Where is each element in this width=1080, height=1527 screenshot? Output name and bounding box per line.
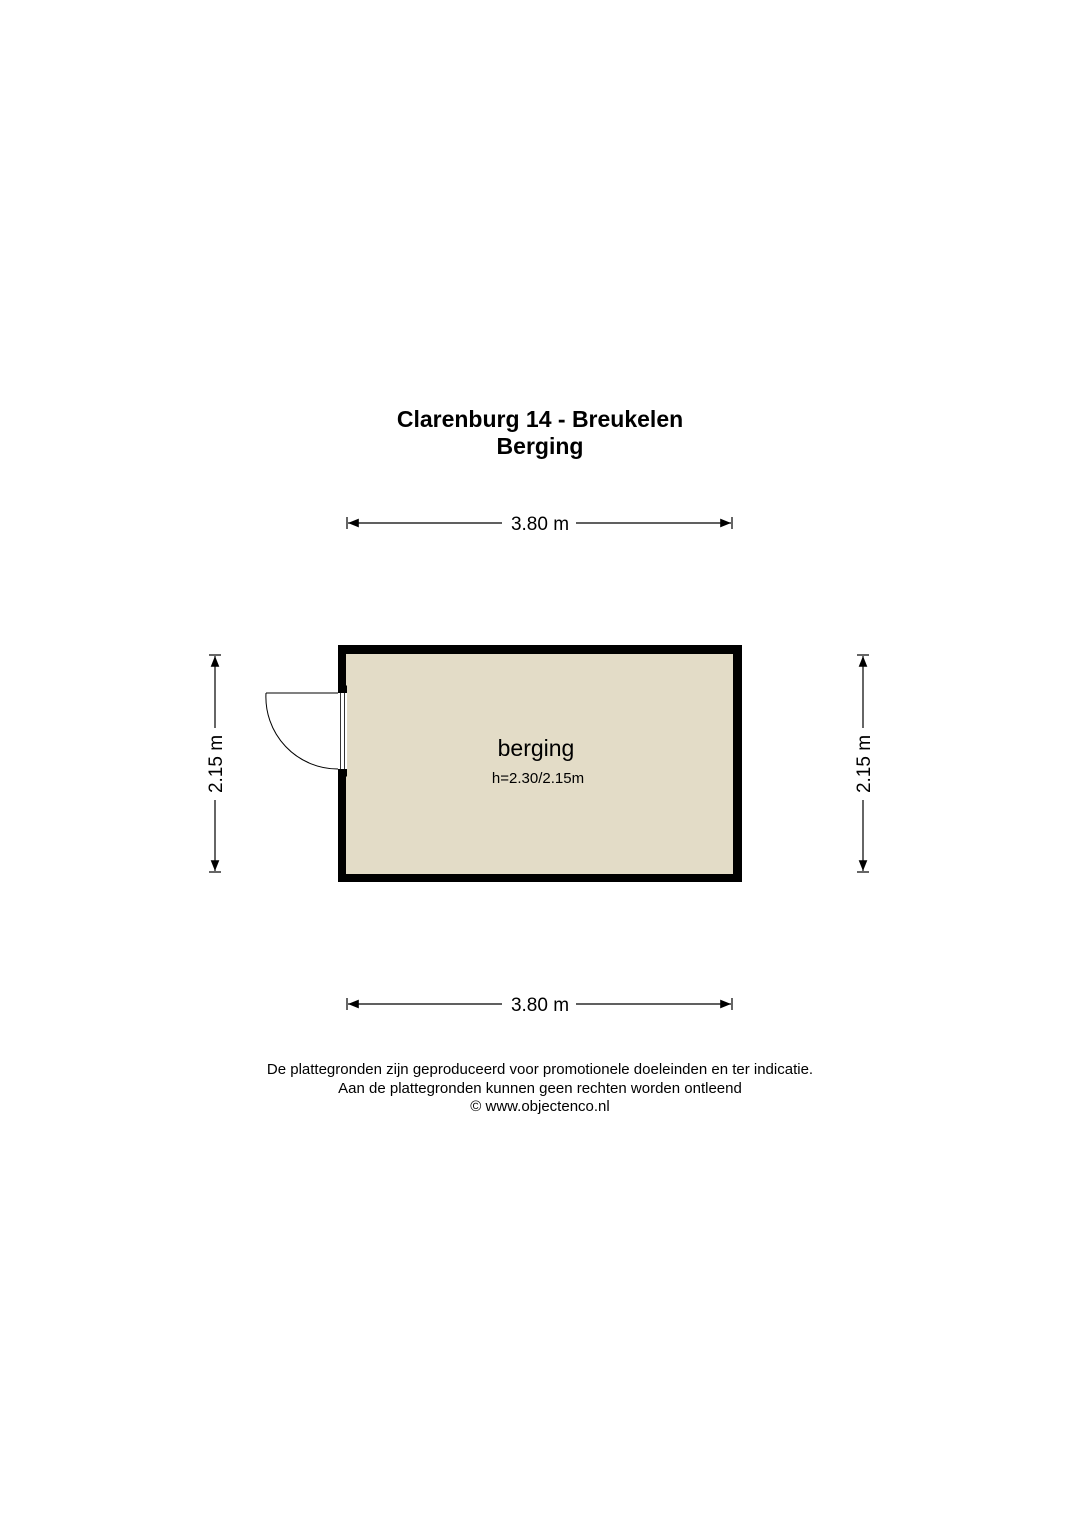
- top-width-label: 3.80 m: [510, 514, 570, 535]
- copyright-line: © www.objectenco.nl: [470, 1098, 610, 1115]
- top-width-dimension: [347, 514, 732, 535]
- left-height-dimension: [206, 655, 227, 872]
- plan-title: Clarenburg 14 - Breukelen: [396, 406, 684, 432]
- bottom-width-dimension: [347, 995, 732, 1016]
- disclaimer-line-1: De plattegronden zijn geproduceerd voor promotionele doeleinden en ter indicatie.: [266, 1061, 814, 1078]
- room-name: berging: [497, 735, 575, 761]
- right-height-dimension: [854, 655, 875, 872]
- door: [266, 686, 347, 776]
- room-height-label: h=2.30/2.15m: [491, 770, 585, 787]
- bottom-width-label: 3.80 m: [510, 995, 570, 1016]
- plan-subtitle: Berging: [496, 433, 584, 459]
- room-floor: [346, 654, 733, 874]
- disclaimer-line-2: Aan de plattegronden kunnen geen rechten worden ontleend: [338, 1079, 742, 1097]
- left-height-label: 2.15 m: [206, 734, 227, 794]
- right-height-label: 2.15 m: [854, 734, 875, 794]
- disclaimer: [0, 1061, 1080, 1117]
